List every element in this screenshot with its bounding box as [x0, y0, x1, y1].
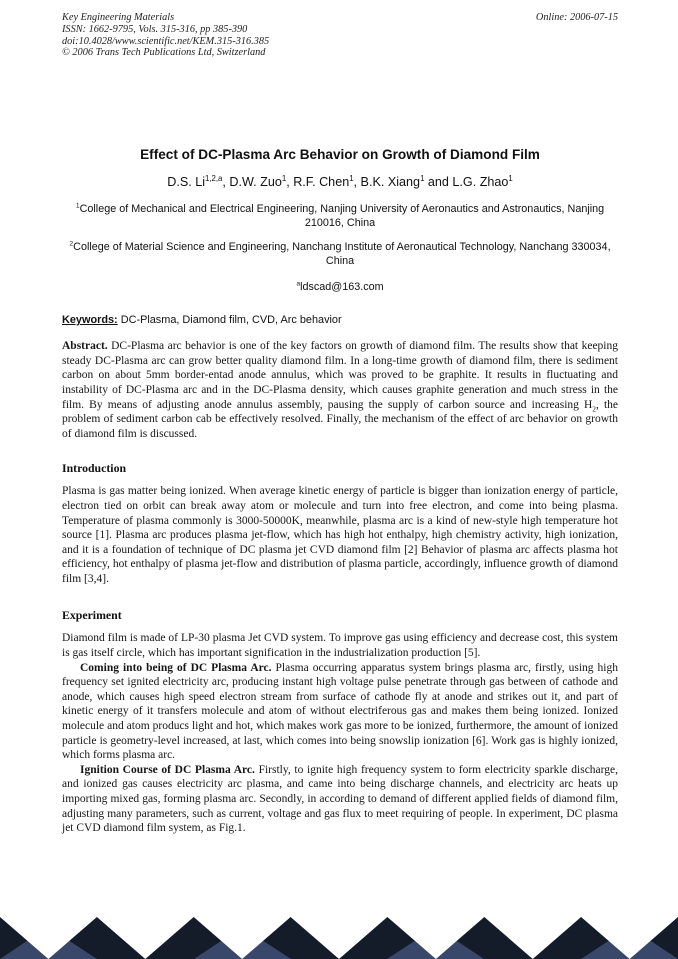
page-edge-decoration: [0, 917, 678, 959]
authors-line: [62, 175, 618, 189]
doi-line: doi:10.4028/www.scientific.net/KEM.315-316.385: [62, 35, 270, 47]
email-text: ldscad@163.com: [300, 280, 384, 293]
keywords-line: [62, 314, 618, 326]
journal-name: Key Engineering Materials: [62, 12, 175, 23]
author-affiliation-sup: 1,2,a: [205, 174, 223, 183]
author-name: , B.K. Xiang: [353, 175, 421, 190]
paragraph-3-text: Firstly, to ignite high frequency system to form electricity sparkle discharge, and ionized gas causes electricity arc plasma, and came into being discharge channels, and electricity arc heats up importing mixed gas, forming plasma arc. Secondly, in according to demand of different applied fields of diamond film, adjusting many parameters, such as current, voltage and gas flux to meet requiring of people. In experiment, DC plasma jet CVD diamond film system, as Fig.1.: [62, 763, 619, 835]
page-header: [62, 12, 618, 59]
paper-title: Effect of DC-Plasma Arc Behavior on Growth of Diamond Film: [140, 147, 540, 163]
author-affiliation-sup: 1: [281, 174, 287, 183]
keywords-label: Keywords:: [62, 314, 118, 327]
author-affiliation-sup: 1: [420, 174, 425, 183]
author-name: and L.G. Zhao: [424, 175, 509, 190]
abstract-label: Abstract.: [62, 340, 108, 353]
issn-line: ISSN: 1662-9795, Vols. 315-316, pp 385-390: [62, 23, 248, 35]
experiment-paragraph-2: [62, 661, 618, 763]
author-name: , D.W. Zuo: [222, 175, 282, 190]
h2-subscript: 2: [592, 404, 596, 413]
author-affiliation-sup: 1: [508, 174, 513, 183]
section-heading-experiment: Experiment: [62, 608, 122, 623]
torn-edge-graphic: [0, 917, 678, 959]
abstract-text-1: DC-Plasma arc behavior is one of the key factors on growth of diamond film. The results show that keeping steady DC-Plasma arc can grow better quality diamond film. In a long-time growth of diamond film, there is sediment carbon on about 5mm border-entad anode annulus, which was proved to be graphite. It results in fluctuating and instability of DC-Plasma arc and in the DC-Plasma density, which causes graphite generation and much stress in the film. By means of adjusting anode annulus assembly, pausing the supply of carbon source and increasing H: [62, 340, 618, 411]
affiliation-1-sup: 1: [75, 202, 80, 210]
email-sup: a: [296, 279, 301, 287]
affiliation-2: [62, 241, 618, 268]
abstract-text-2: , the problem of sediment carbon cab be effectively resolved. Finally, the mechanism of the effect of arc behavior on growth of diamond film is discussed.: [62, 398, 618, 440]
experiment-paragraph-1: Diamond film is made of LP-30 plasma Jet CVD system. To improve gas using efficiency and decrease cost, this system is gas itself circle, which has important signification in the industrialization production [5].: [62, 632, 618, 660]
introduction-paragraph: Plasma is gas matter being ionized. When average kinetic energy of particle is bigger than ionization energy of particle, electron tied on orbit can break away atom or molecule and turn into free electron, and come into being plasma. Temperature of plasma commonly is 3000-50000K, meanwhile, plasma arc is a kind of new-style high temperature hot source [1]. Plasma arc produces plasma jet-flow, which has high hot enthalpy, high chemistry activity, high ionization, and it is a foundation of technique of DC plasma jet CVD diamond film [2] Behavior of plasma arc affects plasma hot efficiency, hot enthalpy of plasma jet-flow and distribution of plasma particle, accordingly, influence growth of diamond film [3,4].: [62, 485, 618, 585]
journal-info-block: [62, 12, 269, 59]
section-heading-introduction: Introduction: [62, 461, 127, 476]
author-name: D.S. Li: [167, 175, 206, 190]
paragraph-2-lead: Coming into being of DC Plasma Arc.: [80, 661, 272, 674]
affiliation-2-text: College of Material Science and Engineering, Nanchang Institute of Aeronautical Technology, Nanchang 330034, China: [73, 241, 611, 267]
paragraph-3-lead: Ignition Course of DC Plasma Arc.: [80, 763, 255, 776]
author-affiliation-sup: 1: [349, 174, 354, 183]
keywords-text: DC-Plasma, Diamond film, CVD, Arc behavior: [117, 314, 342, 327]
author-name: , R.F. Chen: [286, 175, 350, 190]
copyright-line: © 2006 Trans Tech Publications Ltd, Switzerland: [62, 47, 266, 59]
affiliation-2-sup: 2: [69, 240, 74, 248]
paragraph-2-text: Plasma occurring apparatus system brings plasma arc, firstly, using high frequency set ignited electricity arc, producing instant high voltage pulse penetrate through gas between of cathode and anode, which causes high speed electron stream from surface of cathode fly at anode and strikes out it, and part of kinetic energy of it transfers molecule and atom of without electriferous gas and makes them being ionized. Ionized molecule and atom producs light and hot, which makes work gas more to be ionized, furthermore, the amount of ionized particle is geometry-level increased, at last, which comes into being snowslip ionization [6]. Work gas is highly ionized, which forms plasma arc.: [62, 661, 618, 762]
affiliation-1: [62, 203, 618, 230]
author-email: [62, 281, 618, 295]
experiment-paragraph-3: [62, 763, 618, 836]
affiliation-1-text: College of Mechanical and Electrical Engineering, Nanjing University of Aeronautics and Astronautics, Nanjing 210016, China: [79, 203, 605, 229]
abstract-paragraph: [62, 339, 618, 441]
online-date: Online: 2006-07-15: [535, 12, 618, 23]
